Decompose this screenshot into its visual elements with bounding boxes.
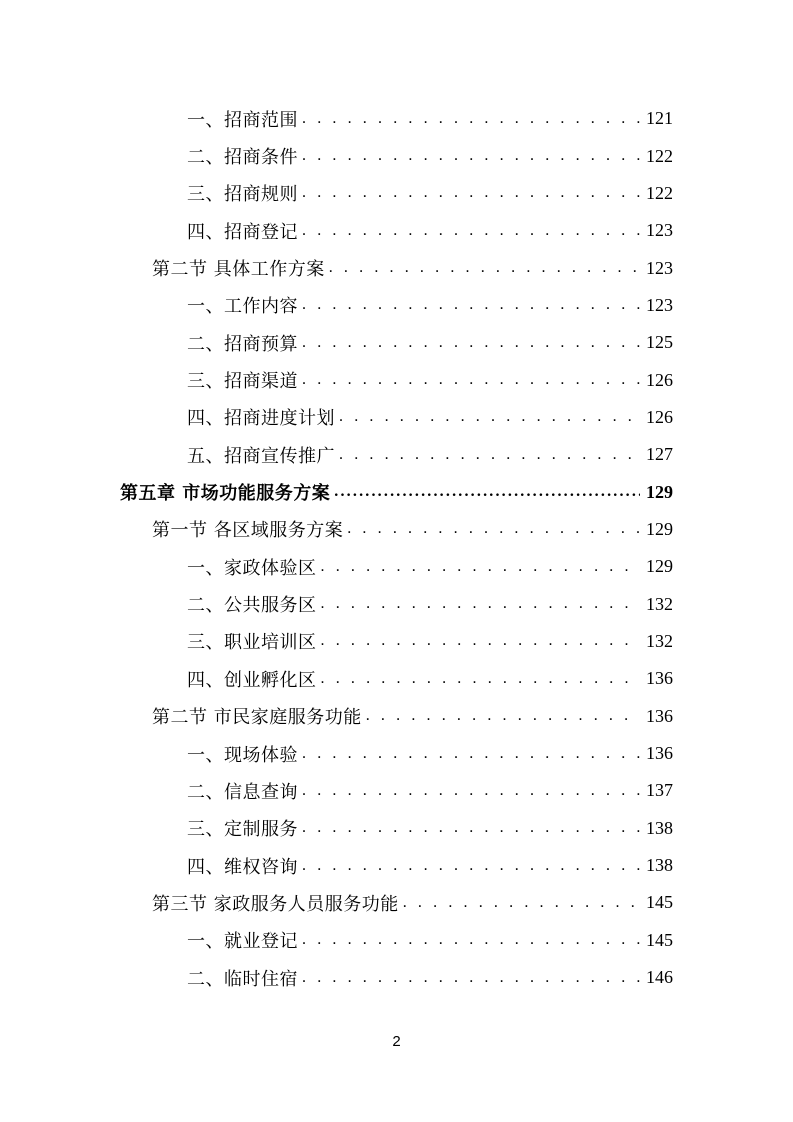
- toc-entry-title: 二、公共服务区: [187, 595, 317, 617]
- dot-leader: [302, 334, 640, 352]
- dot-leader: [329, 259, 640, 277]
- table-of-contents: [0, 100, 793, 996]
- toc-entry-title: 四、维权咨询: [187, 856, 298, 878]
- toc-subsection-entry[interactable]: [0, 548, 793, 585]
- toc-entry-page-number: 132: [646, 630, 673, 651]
- toc-entry-title: 二、信息查询: [187, 781, 298, 803]
- toc-section-entry[interactable]: [0, 698, 793, 735]
- toc-entry-page-number: 129: [646, 481, 673, 502]
- toc-section-entry[interactable]: [0, 511, 793, 548]
- toc-subsection-entry[interactable]: [0, 100, 793, 137]
- toc-entry-title: 五、招商宣传推广: [187, 445, 335, 467]
- toc-entry-page-number: 136: [646, 668, 673, 689]
- toc-entry-page-number: 145: [646, 929, 673, 950]
- toc-entry-title: 四、招商登记: [187, 221, 298, 243]
- toc-entry-title: 一、就业登记: [187, 931, 298, 953]
- dot-leader: [321, 558, 641, 576]
- toc-subsection-entry[interactable]: [0, 623, 793, 660]
- toc-subsection-entry[interactable]: [0, 810, 793, 847]
- toc-entry-title: 第二节 具体工作方案: [152, 259, 325, 281]
- dot-leader: [302, 819, 640, 837]
- toc-entry-title: 第二节 市民家庭服务功能: [152, 707, 362, 729]
- toc-subsection-entry[interactable]: [0, 660, 793, 697]
- toc-entry-page-number: 132: [646, 593, 673, 614]
- toc-subsection-entry[interactable]: [0, 137, 793, 174]
- toc-entry-title: 一、现场体验: [187, 744, 298, 766]
- toc-subsection-entry[interactable]: [0, 212, 793, 249]
- toc-entry-title: 一、家政体验区: [187, 557, 317, 579]
- toc-subsection-entry[interactable]: [0, 772, 793, 809]
- dot-leader: [334, 483, 640, 501]
- dot-leader: [321, 632, 641, 650]
- toc-entry-page-number: 136: [646, 705, 673, 726]
- toc-entry-page-number: 122: [646, 145, 673, 166]
- toc-entry-title: 三、职业培训区: [187, 632, 317, 654]
- page-number: 2: [392, 1033, 401, 1050]
- toc-entry-title: 第三节 家政服务人员服务功能: [152, 893, 399, 915]
- toc-entry-page-number: 123: [646, 257, 673, 278]
- toc-entry-page-number: 138: [646, 855, 673, 876]
- toc-entry-title: 一、工作内容: [187, 296, 298, 318]
- dot-leader: [302, 745, 640, 763]
- toc-entry-page-number: 145: [646, 892, 673, 913]
- toc-subsection-entry[interactable]: [0, 399, 793, 436]
- dot-leader: [302, 222, 640, 240]
- toc-entry-page-number: 123: [646, 294, 673, 315]
- dot-leader: [302, 371, 640, 389]
- toc-entry-title: 四、创业孵化区: [187, 669, 317, 691]
- toc-entry-title: 第五章 市场功能服务方案: [120, 483, 331, 505]
- toc-entry-page-number: 121: [646, 108, 673, 129]
- toc-entry-title: 二、招商条件: [187, 147, 298, 169]
- dot-leader: [321, 595, 641, 613]
- dot-leader: [302, 931, 640, 949]
- dot-leader: [302, 110, 640, 128]
- toc-subsection-entry[interactable]: [0, 361, 793, 398]
- toc-entry-page-number: 123: [646, 220, 673, 241]
- toc-section-entry[interactable]: [0, 884, 793, 921]
- dot-leader: [302, 147, 640, 165]
- toc-subsection-entry[interactable]: [0, 959, 793, 996]
- toc-subsection-entry[interactable]: [0, 585, 793, 622]
- toc-entry-page-number: 122: [646, 182, 673, 203]
- toc-entry-page-number: 137: [646, 780, 673, 801]
- toc-entry-title: 第一节 各区域服务方案: [152, 520, 344, 542]
- toc-entry-page-number: 126: [646, 406, 673, 427]
- dot-leader: [302, 969, 640, 987]
- dot-leader: [302, 184, 640, 202]
- toc-entry-page-number: 138: [646, 817, 673, 838]
- dot-leader: [302, 296, 640, 314]
- toc-entry-page-number: 129: [646, 556, 673, 577]
- toc-subsection-entry[interactable]: [0, 922, 793, 959]
- toc-subsection-entry[interactable]: [0, 436, 793, 473]
- toc-subsection-entry[interactable]: [0, 847, 793, 884]
- dot-leader: [403, 894, 640, 912]
- dot-leader: [321, 670, 641, 688]
- toc-chapter-entry[interactable]: [0, 473, 793, 510]
- dot-leader: [339, 408, 640, 426]
- dot-leader: [302, 782, 640, 800]
- toc-subsection-entry[interactable]: [0, 324, 793, 361]
- toc-entry-title: 四、招商进度计划: [187, 408, 335, 430]
- toc-subsection-entry[interactable]: [0, 735, 793, 772]
- toc-subsection-entry[interactable]: [0, 287, 793, 324]
- toc-entry-page-number: 146: [646, 967, 673, 988]
- toc-entry-title: 一、招商范围: [187, 109, 298, 131]
- toc-entry-page-number: 126: [646, 369, 673, 390]
- toc-entry-title: 二、临时住宿: [187, 968, 298, 990]
- dot-leader: [366, 707, 640, 725]
- toc-entry-title: 二、招商预算: [187, 333, 298, 355]
- toc-entry-page-number: 129: [646, 518, 673, 539]
- toc-subsection-entry[interactable]: [0, 175, 793, 212]
- dot-leader: [339, 446, 640, 464]
- toc-section-entry[interactable]: [0, 249, 793, 286]
- dot-leader: [302, 857, 640, 875]
- toc-entry-title: 三、定制服务: [187, 819, 298, 841]
- dot-leader: [347, 520, 640, 538]
- toc-entry-page-number: 127: [646, 444, 673, 465]
- toc-entry-page-number: 136: [646, 743, 673, 764]
- toc-entry-title: 三、招商渠道: [187, 371, 298, 393]
- toc-entry-title: 三、招商规则: [187, 184, 298, 206]
- toc-entry-page-number: 125: [646, 332, 673, 353]
